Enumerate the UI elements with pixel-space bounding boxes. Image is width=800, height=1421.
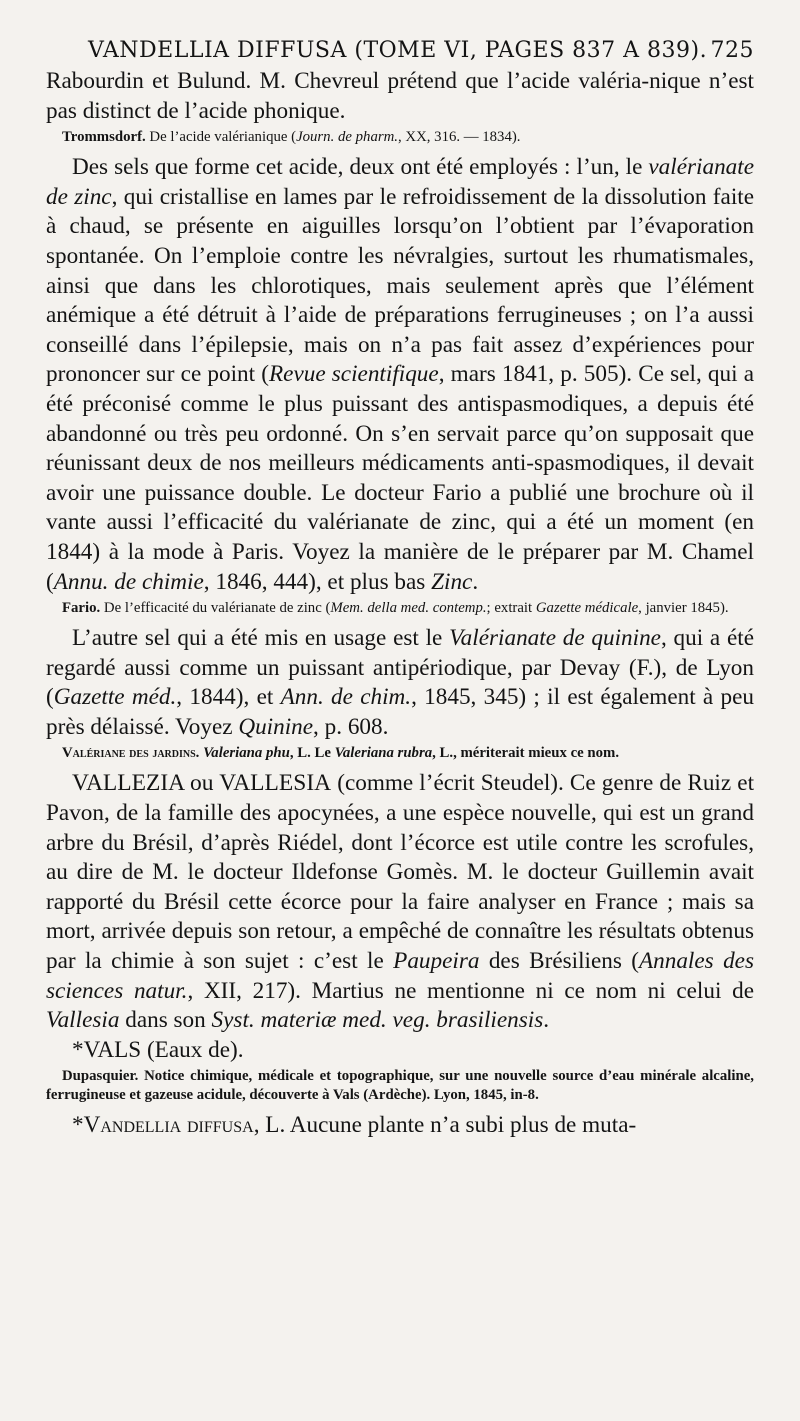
ref-author: Fario. [62, 600, 101, 617]
italic-run: Ann. de chim. [280, 684, 412, 711]
page-number: 725 [710, 38, 754, 63]
entry-vallezia [46, 769, 754, 1035]
reference-fario [46, 599, 754, 618]
ref-text: ; extrait [486, 600, 536, 617]
body-text [46, 67, 754, 1141]
text-run: dans son [119, 1007, 212, 1034]
ref-species: Valeriana phu [203, 745, 290, 762]
text-run: , 1845, 345) ; il est également à peu près délaissé. Voyez [46, 684, 754, 740]
text-run: , XII, 217). Martius ne mentionne ni ce nom ni celui de [187, 977, 754, 1004]
italic-run: Vallesia [46, 1007, 120, 1034]
text-run: Des sels que forme cet acide, deux ont été employés : l’un, le [72, 154, 649, 181]
header-title: VANDELLIA DIFFUSA (TOME VI, PAGES 837 A 839). [88, 38, 708, 63]
italic-run: Revue scientifique [268, 361, 439, 388]
ref-text: De l’efficacité du valérianate de zinc ( [100, 600, 331, 617]
text-run: , 1846, 444), et plus bas [203, 568, 432, 595]
ref-journal: Gazette médicale [535, 600, 639, 617]
italic-run: Zinc [431, 568, 473, 595]
text-run: des Brésiliens ( [479, 948, 639, 975]
ref-author: Dupasquier. [62, 1068, 139, 1085]
entry-vandellia [46, 1111, 754, 1141]
text-run: . [543, 1007, 550, 1034]
italic-run: Valérianate de quinine [449, 625, 661, 652]
paragraph-quinine [46, 624, 754, 742]
italic-run: Annales des sciences natur. [46, 948, 754, 1004]
italic-run: Syst. materiæ med. veg. brasiliensis [211, 1007, 544, 1034]
italic-run: valérianate de zinc [46, 154, 754, 210]
running-head [88, 38, 754, 63]
text-run: (comme l’écrit Steudel). Ce genre de Ruiz et Pavon, de la famille des apocynées, a une espèce nouvelle, qui est un grand arbre du Brésil, d’après Riédel, dont l’écorce est utile contre les scrofules, au dire de M. le docteur Ildefonse Gomès. M. le docteur Guillemin avait rapporté du Brésil cette écorce pour la faire analyser en France ; mais sa mort, arrivée depuis son retour, a empêché de connaître les résultats obtenus par la chimie à son sujet : c’est le [46, 770, 755, 975]
italic-run: Quinine [238, 713, 314, 740]
paragraph-zinc [46, 153, 754, 597]
text-run: , qui a été regardé aussi comme un puissant antipériodique, par Devay (F.), de Lyon ( [46, 625, 754, 711]
text-run: , qui cristallise en lames par le refroidissement de la dissolution faite à chaud, se présente en aiguilles lorsqu’on l’obtient par l’évaporation spontanée. On l’emploie contre les névralgies, surtout les rhumatismales, ainsi que dans les chlorotiques, mais seulement après que l’élément anémique a été détruit à l’aide de préparations ferrugineuses ; on l’a aussi conseillé dans l’épilepsie, mais on n’a pas fait assez d’expériences pour prononcer sur ce point ( [46, 183, 754, 388]
ref-journal: Mem. della med. contemp. [330, 600, 487, 617]
ref-text: , XX, 316. — 1834). [398, 129, 521, 146]
ref-text: De l’acide valérianique ( [145, 129, 297, 146]
ref-label: Valériane des jardins. [62, 745, 200, 762]
italic-run: Gazette méd. [53, 684, 177, 711]
text-run: , mars 1841, p. 505). Ce sel, qui a été préconisé comme le plus puissant des antispasmodiques, a depuis été abandonné ou très peu ordonné. On s’en servait parce qu’on supposait que réunissant deux de nos meilleurs médicaments anti-spasmodiques, il devait avoir une puissance double. Le docteur Fario a publié une brochure où il vante aussi l’efficacité du valérianate de zinc, qui a été un moment (en 1844) à la mode à Paris. Voyez la manière de le préparer par M. Chamel ( [46, 361, 754, 595]
text-run: , 1844), et [176, 684, 281, 711]
ref-author: Trommsdorf. [62, 129, 146, 146]
reference-dupasquier [46, 1067, 754, 1105]
ref-text: , L. Le [289, 745, 335, 762]
ref-text: , janvier 1845). [638, 600, 729, 617]
text-run: , L. Aucune plante n’a subi plus de muta- [253, 1112, 637, 1139]
text-run: , p. 608. [313, 713, 389, 740]
text-run: L’autre sel qui a été mis en usage est le [72, 625, 450, 652]
ref-journal: Journ. de pharm. [296, 129, 398, 146]
text-run: . [472, 568, 479, 595]
italic-run: Paupeira [393, 948, 480, 975]
italic-run: Annu. de chimie [53, 568, 204, 595]
ref-text: , L., mériterait mieux ce nom. [432, 745, 620, 762]
ref-text: Notice chimique, médicale et topographique, sur une nouvelle source d’eau minérale alcaline, ferrugineuse et gazeuse acidule, découverte à Vals (Ardèche). Lyon, 1845, in-8. [46, 1068, 754, 1104]
ref-species: Valeriana rubra [334, 745, 433, 762]
entry-title: VALLEZIA ou VALLESIA [72, 770, 332, 797]
paragraph-continuation: Rabourdin et Bulund. M. Chevreul prétend que l’acide valéria-nique n’est pas distinct de l’acide phonique. [46, 68, 754, 124]
entry-title: *Vandellia diffusa [72, 1112, 254, 1139]
reference-trommsdorf [46, 128, 754, 147]
entry-vals: *VALS (Eaux de). [72, 1036, 244, 1063]
reference-valeriane [46, 744, 754, 763]
